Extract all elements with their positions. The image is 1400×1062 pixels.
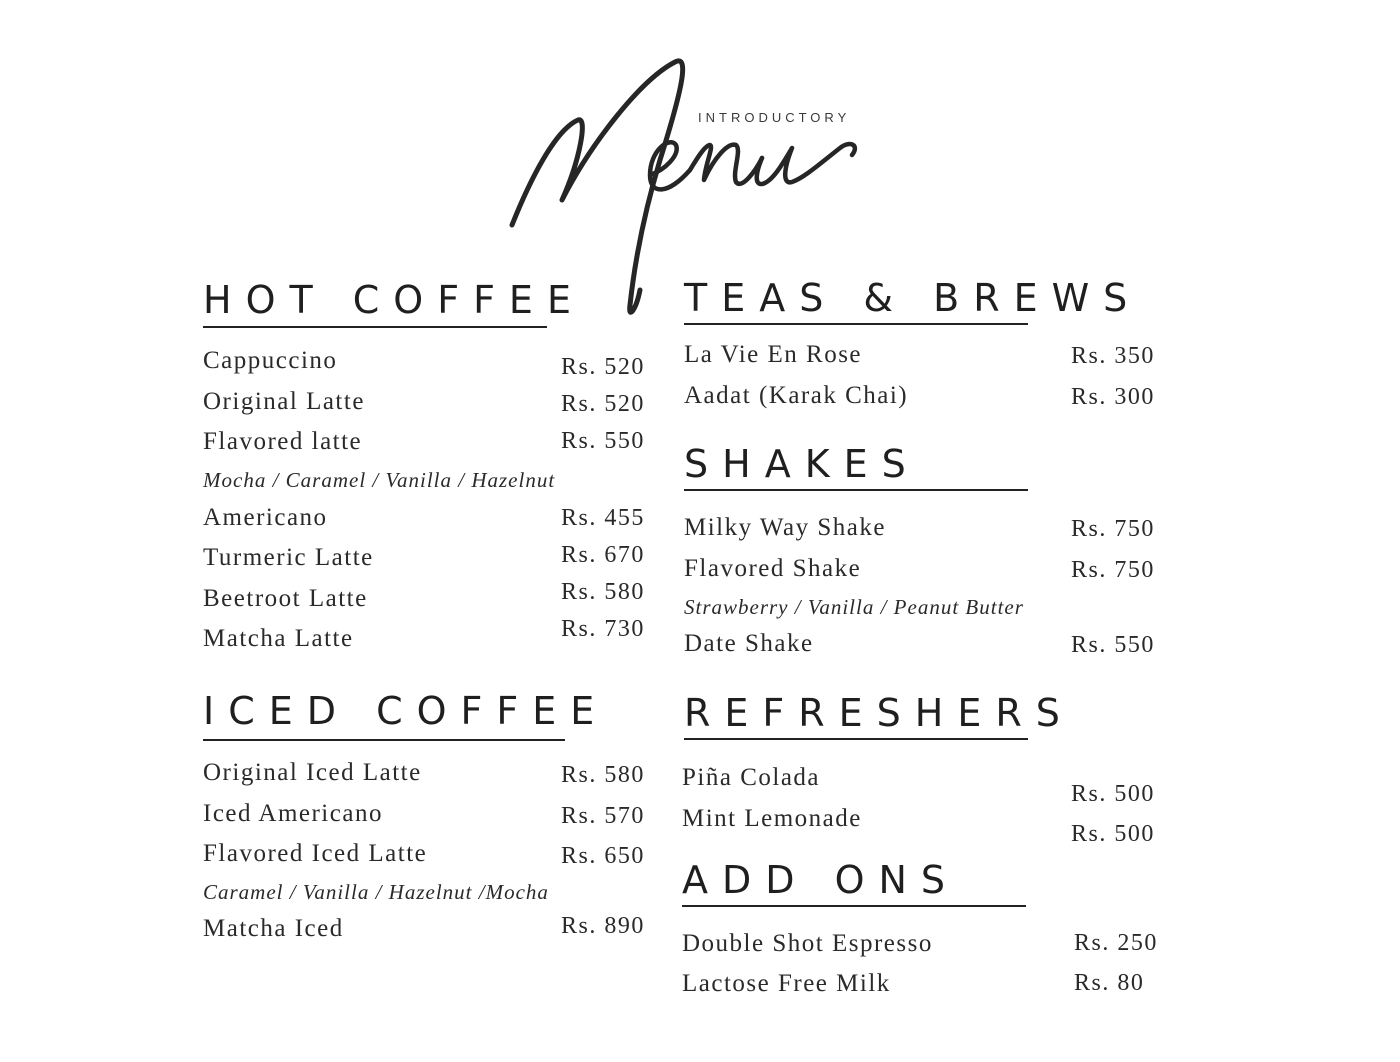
- menu-item-price: Rs. 520: [561, 391, 645, 417]
- section-add-ons: [682, 856, 959, 904]
- section-shakes: [684, 440, 920, 488]
- menu-item-price: Rs. 580: [561, 579, 645, 605]
- menu-item-price: Rs. 300: [1071, 384, 1155, 410]
- menu-item-price: Rs. 670: [561, 542, 645, 568]
- section-divider: [203, 326, 547, 328]
- section-divider: [684, 323, 1028, 325]
- flavor-options-note: Caramel / Vanilla / Hazelnut /Mocha: [203, 880, 549, 904]
- menu-item-name: La Vie En Rose: [684, 341, 863, 368]
- menu-item-price: Rs. 520: [561, 354, 645, 380]
- menu-item-price: Rs. 455: [561, 505, 645, 531]
- section-hot-coffee: [203, 276, 585, 324]
- menu-item-name: Milky Way Shake: [684, 514, 886, 541]
- menu-item-name: Piña Colada: [682, 764, 821, 791]
- menu-item-price: Rs. 650: [561, 843, 645, 869]
- menu-item-name: Mint Lemonade: [682, 805, 862, 832]
- menu-item-price: Rs. 80: [1074, 970, 1145, 996]
- menu-item-price: Rs. 750: [1071, 557, 1155, 583]
- menu-item-name: Turmeric Latte: [203, 544, 374, 571]
- menu-item-price: Rs. 250: [1074, 930, 1158, 956]
- menu-item-price: Rs. 550: [1071, 632, 1155, 658]
- menu-item-name: Flavored Shake: [684, 555, 862, 582]
- menu-item-name: Aadat (Karak Chai): [684, 382, 909, 409]
- section-heading: HOT COFFEE: [203, 278, 585, 322]
- menu-item-price: Rs. 890: [561, 913, 645, 939]
- section-heading: SHAKES: [684, 442, 920, 486]
- section-divider: [684, 738, 1028, 740]
- menu-item-name: Flavored Iced Latte: [203, 840, 428, 867]
- menu-item-name: Iced Americano: [203, 800, 383, 827]
- menu-item-price: Rs. 500: [1071, 821, 1155, 847]
- flavor-options-note: Mocha / Caramel / Vanilla / Hazelnut: [203, 468, 556, 492]
- menu-item-price: Rs. 580: [561, 762, 645, 788]
- menu-item-name: Double Shot Espresso: [682, 930, 933, 957]
- menu-item-name: Lactose Free Milk: [682, 970, 891, 997]
- menu-item-price: Rs. 500: [1071, 781, 1155, 807]
- section-heading: TEAS & BREWS: [684, 276, 1142, 320]
- menu-item-price: Rs. 750: [1071, 516, 1155, 542]
- section-divider: [682, 905, 1026, 907]
- section-teas-brews: [684, 274, 1141, 322]
- menu-item-name: Flavored latte: [203, 428, 363, 455]
- menu-item-name: Matcha Iced: [203, 915, 344, 942]
- menu-item-price: Rs. 570: [561, 803, 645, 829]
- section-divider: [684, 489, 1028, 491]
- menu-item-name: Americano: [203, 504, 328, 531]
- menu-item-name: Original Latte: [203, 388, 365, 415]
- menu-item-name: Matcha Latte: [203, 625, 354, 652]
- menu-item-name: Original Iced Latte: [203, 759, 422, 786]
- section-iced-coffee: [203, 687, 608, 735]
- flavor-options-note: Strawberry / Vanilla / Peanut Butter: [684, 595, 1024, 619]
- section-heading: ADD ONS: [682, 858, 960, 902]
- section-heading: ICED COFFEE: [203, 689, 609, 733]
- intro-label: INTRODUCTORY: [698, 110, 851, 125]
- menu-item-name: Cappuccino: [203, 347, 338, 374]
- menu-item-name: Beetroot Latte: [203, 585, 368, 612]
- menu-item-price: Rs. 350: [1071, 343, 1155, 369]
- menu-item-price: Rs. 730: [561, 616, 645, 642]
- menu-item-name: Date Shake: [684, 630, 814, 657]
- section-refreshers: [684, 689, 1074, 737]
- section-divider: [203, 739, 565, 741]
- menu-item-price: Rs. 550: [561, 428, 645, 454]
- section-heading: REFRESHERS: [684, 691, 1074, 735]
